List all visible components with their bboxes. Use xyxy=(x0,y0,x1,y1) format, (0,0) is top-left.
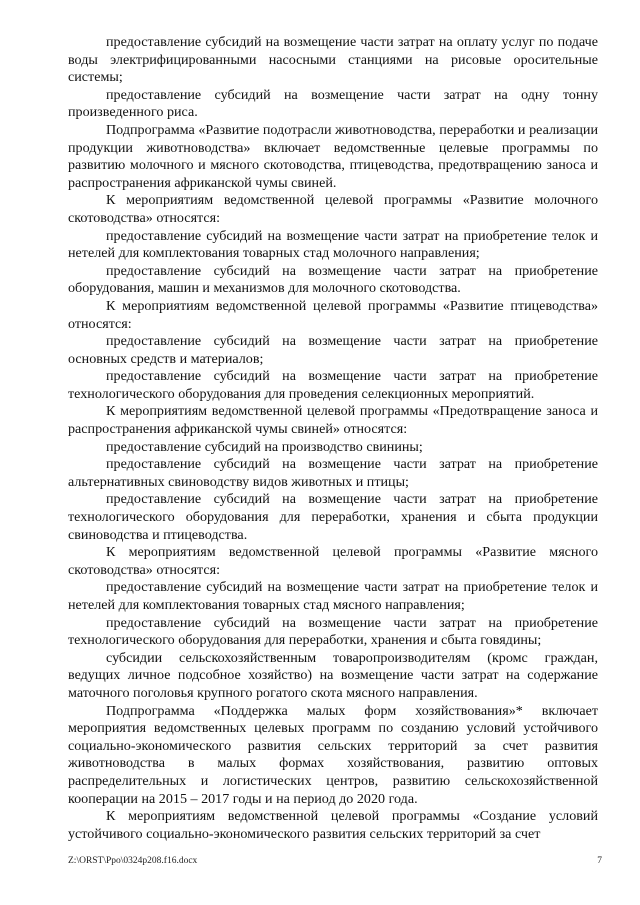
paragraph: К мероприятиям ведомственной целевой программы «Развитие молочного скотоводства» относятся: xyxy=(68,192,598,226)
paragraph: предоставление субсидий на возмещение части затрат на приобретение телок и нетелей для комплектования товарных стад мясного направления; xyxy=(68,579,598,613)
paragraph: К мероприятиям ведомственной целевой программы «Развитие птицеводства» относятся: xyxy=(68,297,598,332)
paragraph: предоставление субсидий на возмещение части затрат на приобретение альтернативных свиноводству видов животных и птицы; xyxy=(68,456,598,490)
paragraph: К мероприятиям ведомственной целевой программы «Предотвращение заноса и распространения африканской чумы свиней» относятся: xyxy=(68,403,598,438)
footer-file-path: Z:\ORST\Ppo\0324p208.f16.docx xyxy=(68,856,198,866)
footer-page-number: 7 xyxy=(597,856,602,866)
paragraph: Подпрограмма «Развитие подотрасли животноводства, переработки и реализации продукции животноводства» включает ведомственные целевые программы по развитию молочного и мясного скотоводства, птицеводства, предотвращению заноса и распространения африканской чумы свиней. xyxy=(68,121,598,191)
document-body xyxy=(68,34,598,843)
paragraph: предоставление субсидий на возмещение части затрат на приобретение технологического оборудования для переработки, хранения и сбыта говядины; xyxy=(68,614,598,649)
paragraph: предоставление субсидий на возмещение части затрат на приобретение телок и нетелей для комплектования товарных стад молочного направления; xyxy=(68,227,598,262)
paragraph: предоставление субсидий на возмещение части затрат на одну тонну произведенного риса. xyxy=(68,86,598,121)
paragraph: предоставление субсидий на возмещение части затрат на оплату услуг по подаче воды электрифицированными насосными станциями на рисовые оросительные системы; xyxy=(68,34,598,86)
paragraph: предоставление субсидий на возмещение части затрат на приобретение основных средств и материалов; xyxy=(68,333,598,367)
paragraph: Подпрограмма «Поддержка малых форм хозяйствования»* включает мероприятия ведомственных целевых программ по созданию условий устойчивого социально-экономического развития сельских территорий за счет развития животноводства в малых формах хозяйствования, развитию оптовых распределительных и логистических центров, развитию сельскохозяйственной кооперации на 2015 – 2017 годы и на период до 2020 года. xyxy=(68,702,598,807)
paragraph: К мероприятиям ведомственной целевой программы «Развитие мясного скотоводства» относятся: xyxy=(68,544,598,578)
paragraph: предоставление субсидий на возмещение части затрат на приобретение технологического оборудования для проведения селекционных мероприятий. xyxy=(68,368,598,402)
paragraph: предоставление субсидий на возмещение части затрат на приобретение оборудования, машин и механизмов для молочного скотоводства. xyxy=(68,262,598,297)
paragraph: К мероприятиям ведомственной целевой программы «Создание условий устойчивого социально-экономического развития сельских территорий за счет xyxy=(68,808,598,842)
paragraph: предоставление субсидий на производство свинины; xyxy=(106,438,423,455)
paragraph: предоставление субсидий на возмещение части затрат на приобретение технологического оборудования для переработки, хранения и сбыта продукции свиноводства и птицеводства. xyxy=(68,491,598,543)
paragraph: субсидии сельскохозяйственным товаропроизводителям (кромс граждан, ведущих личное подсобное хозяйство) на возмещение части затрат на содержание маточного поголовья крупного рогатого скота мясного направления. xyxy=(68,649,598,701)
